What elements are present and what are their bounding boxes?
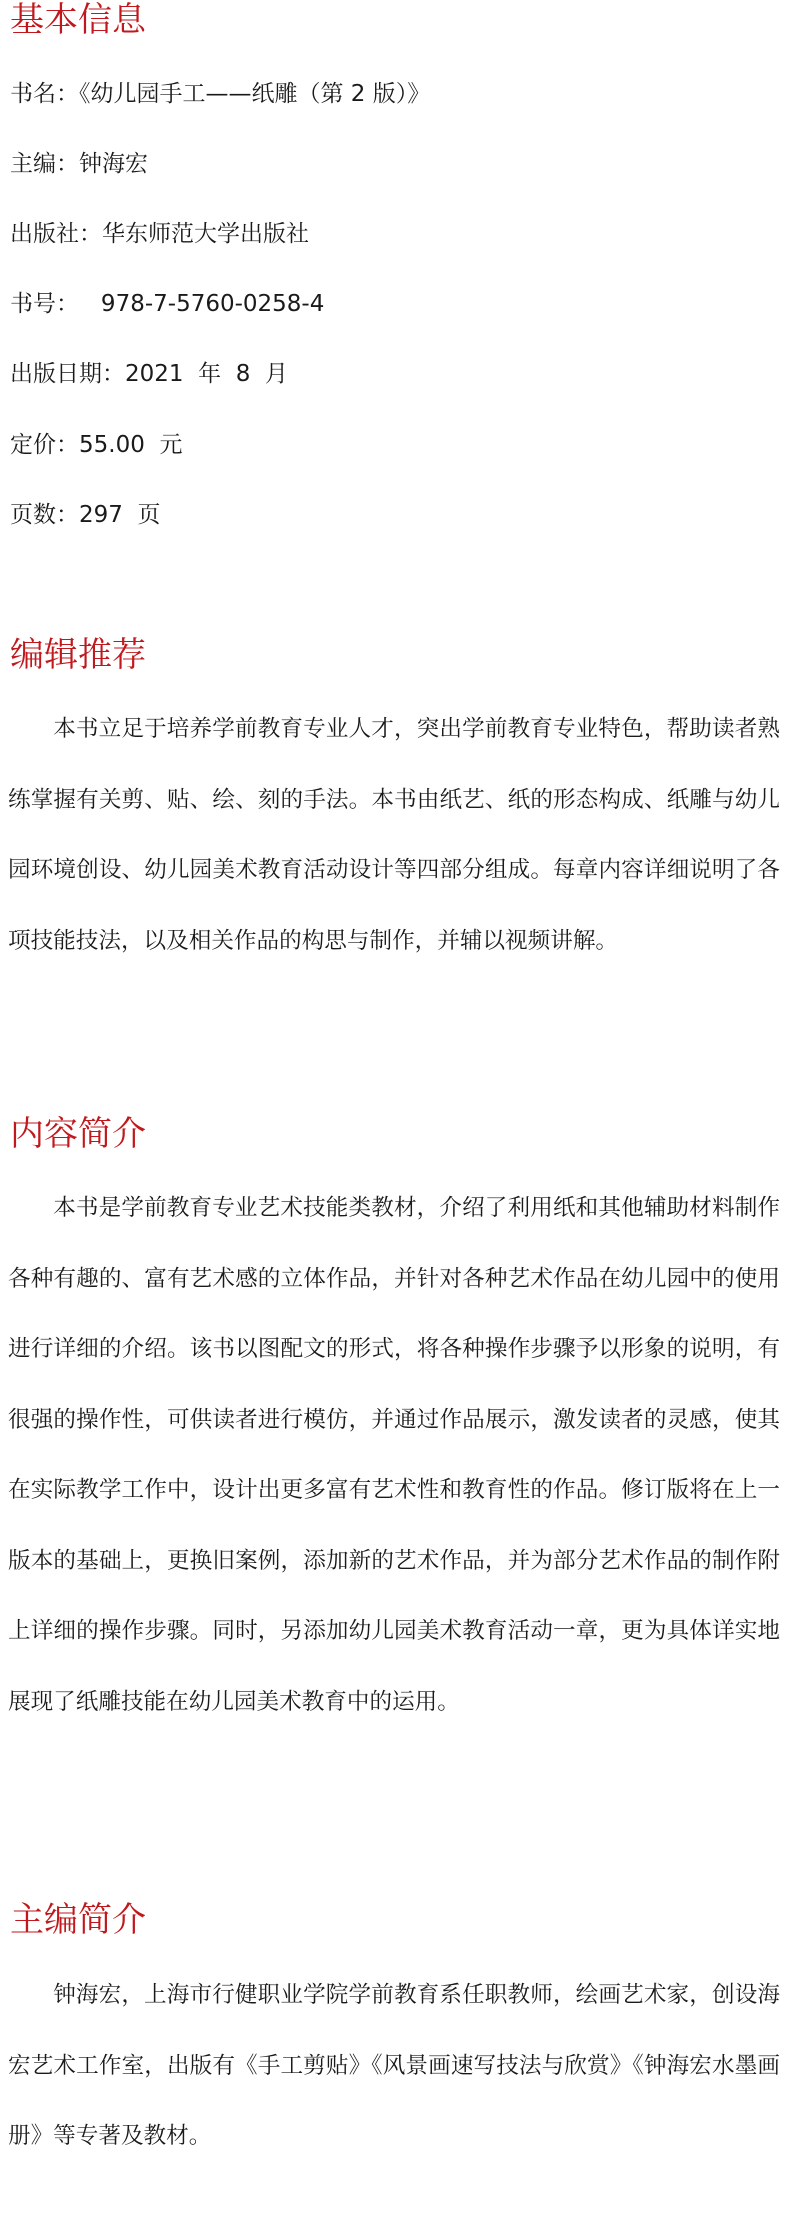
book-title-line: 书名：《幼儿园手工——纸雕（第 2 版）》 bbox=[10, 81, 431, 107]
editor-recommendation-text: 本书立足于培养学前教育专业人才，突出学前教育专业特色，帮助读者熟练掌握有关剪、贴、绘、刻的手法。本书由纸艺、纸的形态构成、纸雕与幼儿园环境创设、幼儿园美术教育活动设计等四部分组成。每章内容详细说明了各项技能技法，以及相关作品的构思与制作，并辅以视频讲解。 bbox=[8, 716, 780, 954]
editor-line: 主编：钟海宏 bbox=[10, 151, 148, 177]
pub-date-line: 出版日期：2021 年 8 月 bbox=[10, 361, 289, 387]
price-line: 定价：55.00 元 bbox=[10, 432, 183, 458]
editor-intro-text: 钟海宏，上海市行健职业学院学前教育系任职教师，绘画艺术家，创设海宏艺术工作室，出版有《手工剪贴》《风景画速写技法与欣赏》《钟海宏水墨画册》等专著及教材。 bbox=[8, 1982, 780, 2149]
isbn-line: 书号： 978-7-5760-0258-4 bbox=[10, 291, 325, 317]
editor-intro-heading: 主编简介 bbox=[10, 1900, 146, 1940]
editor-recommendation-heading: 编辑推荐 bbox=[10, 635, 146, 675]
content-intro-text: 本书是学前教育专业艺术技能类教材，介绍了利用纸和其他辅助材料制作各种有趣的、富有艺术感的立体作品，并针对各种艺术作品在幼儿园中的使用进行详细的介绍。该书以图配文的形式，将各种操作步骤予以形象的说明，有很强的操作性，可供读者进行模仿，并通过作品展示，激发读者的灵感，使其在实际教学工作中，设计出更多富有艺术性和教育性的作品。修订版将在上一版本的基础上，更换旧案例，添加新的艺术作品，并为部分艺术作品的制作附上详细的操作步骤。同时，另添加幼儿园美术教育活动一章，更为具体详实地展现了纸雕技能在幼儿园美术教育中的运用。 bbox=[8, 1195, 780, 1715]
publisher-line: 出版社：华东师范大学出版社 bbox=[10, 221, 309, 247]
pages-line: 页数：297 页 bbox=[10, 502, 161, 528]
basic-info-heading: 基本信息 bbox=[10, 0, 146, 40]
content-intro-heading: 内容简介 bbox=[10, 1114, 146, 1154]
